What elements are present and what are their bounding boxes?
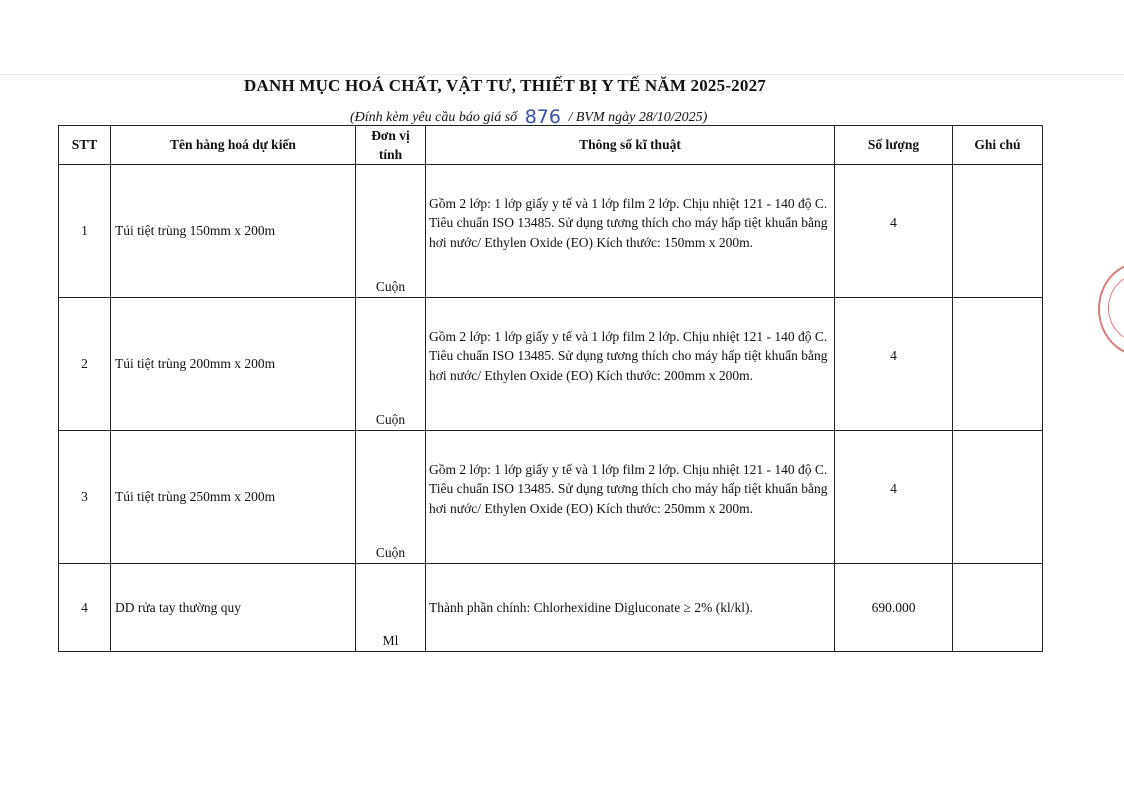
items-table (58, 125, 1043, 652)
qty-text: 690.000 (871, 599, 916, 615)
cell-stt: 4 (59, 564, 111, 652)
spec-text: Gồm 2 lớp: 1 lớp giấy y tế và 1 lớp film 2 lớp. Chịu nhiệt 121 - 140 độ C. Tiêu chuẩn ISO 13485. Sử dụng tương thích cho máy hấp tiệt khuẩn bằng hơi nước/ Ethylen Oxide (EO) Kích thước: 250mm x 200m. (429, 461, 828, 516)
header-unit-line1: Đơn vị (371, 128, 410, 143)
header-note: Ghi chú (953, 126, 1043, 165)
cell-name: Túi tiệt trùng 150mm x 200m (111, 165, 356, 298)
table-row (59, 431, 1043, 564)
cell-spec (426, 564, 835, 652)
cell-note (953, 431, 1043, 564)
subtitle-prefix: (Đính kèm yêu cầu báo giá số (350, 110, 518, 125)
cell-name: Túi tiệt trùng 200mm x 200m (111, 298, 356, 431)
scan-artifact-line (0, 74, 1124, 75)
cell-spec (426, 165, 835, 298)
header-qty: Số lượng (835, 126, 953, 165)
cell-stt: 3 (59, 431, 111, 564)
cell-name: DD rửa tay thường quy (111, 564, 356, 652)
cell-qty (835, 431, 953, 564)
cell-qty (835, 298, 953, 431)
cell-stt: 1 (59, 165, 111, 298)
cell-spec (426, 298, 835, 431)
cell-note (953, 165, 1043, 298)
table-row (59, 165, 1043, 298)
header-unit (356, 126, 426, 165)
header-name: Tên hàng hoá dự kiến (111, 126, 356, 165)
cell-qty (835, 165, 953, 298)
subtitle-suffix: / BVM ngày 28/10/2025) (568, 110, 708, 125)
cell-qty (835, 564, 953, 652)
header-spec: Thông số kĩ thuật (426, 126, 835, 165)
cell-stt: 2 (59, 298, 111, 431)
document-subtitle (350, 104, 707, 126)
spec-text: Gồm 2 lớp: 1 lớp giấy y tế và 1 lớp film 2 lớp. Chịu nhiệt 121 - 140 độ C. Tiêu chuẩn ISO 13485. Sử dụng tương thích cho máy hấp tiệt khuẩn bằng hơi nước/ Ethylen Oxide (EO) Kích thước: 150mm x 200m. (429, 195, 828, 250)
qty-text: 4 (890, 215, 897, 230)
cell-unit: Ml (356, 564, 426, 652)
qty-text: 4 (890, 481, 897, 496)
cell-spec (426, 431, 835, 564)
cell-unit: Cuộn (356, 165, 426, 298)
qty-text: 4 (890, 348, 897, 363)
table-header-row (59, 126, 1043, 165)
spec-text: Gồm 2 lớp: 1 lớp giấy y tế và 1 lớp film 2 lớp. Chịu nhiệt 121 - 140 độ C. Tiêu chuẩn ISO 13485. Sử dụng tương thích cho máy hấp tiệt khuẩn bằng hơi nước/ Ethylen Oxide (EO) Kích thước: 200mm x 200m. (429, 328, 828, 383)
cell-unit: Cuộn (356, 431, 426, 564)
cell-note (953, 298, 1043, 431)
header-stt: STT (59, 126, 111, 165)
cell-unit: Cuộn (356, 298, 426, 431)
quote-number-handwritten: 876 (524, 106, 561, 128)
cell-note (953, 564, 1043, 652)
stamp-seal-partial (1098, 262, 1124, 356)
cell-name: Túi tiệt trùng 250mm x 200m (111, 431, 356, 564)
table-row (59, 298, 1043, 431)
header-unit-line2: tính (378, 147, 403, 162)
document-title: DANH MỤC HOÁ CHẤT, VẬT TƯ, THIẾT BỊ Y TẾ NĂM 2025-2027 (244, 76, 766, 95)
table-row (59, 564, 1043, 652)
spec-text: Thành phần chính: Chlorhexidine Digluconate ≥ 2% (kl/kl). (429, 599, 753, 615)
